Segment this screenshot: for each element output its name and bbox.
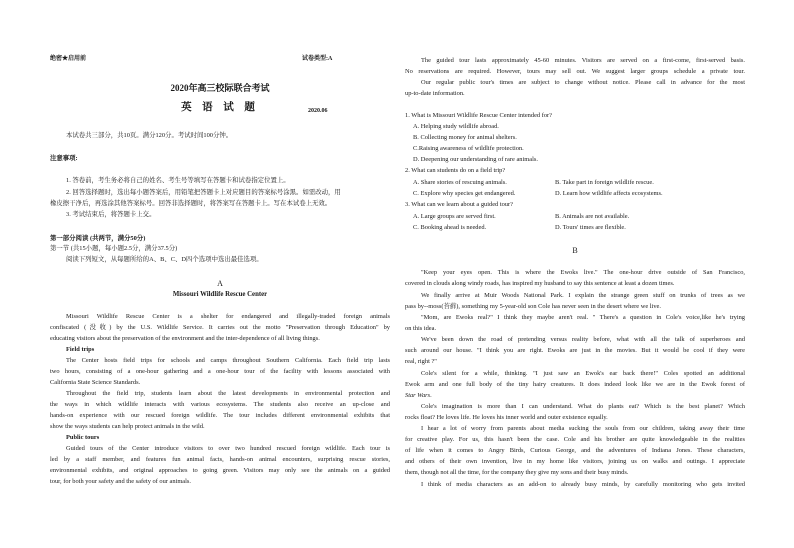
paragraph-line: such around our house. "I think you are right. Ewoks are just in the movies. But it would be cool if they were bbox=[405, 347, 745, 354]
question-2-option-d: D. Learn how wildlife affects ecosystems. bbox=[555, 190, 663, 197]
paragraph-line: up-to-date information. bbox=[405, 90, 465, 97]
field-trips-heading: Field trips bbox=[66, 346, 95, 353]
exam-title: 2020年高三校际联合考试 bbox=[170, 83, 270, 93]
passage-a-title: Missouri Wildlife Rescue Center bbox=[172, 291, 268, 298]
question-3-option-a: A. Large groups are served first. bbox=[413, 213, 496, 220]
note-item: 橡皮擦干净后，再选涂其他答案标号。回答非选择题时，将答案写在答题卡上。写在本试卷上无效。 bbox=[50, 200, 332, 207]
paragraph-line: We've been down the road of pretending versus reality before, what with all the talk of superheroes and bbox=[421, 336, 745, 343]
paragraph-line: hands-on experience with our rescued foreign wildlife. The tour includes different environmental exhibits that bbox=[50, 412, 390, 419]
question-1-option-d: D. Deepening our understanding of rare animals. bbox=[413, 156, 538, 163]
paragraph-line: covered in clouds along windy roads, has inspired my husband to say this sentence at least a dozen times. bbox=[405, 280, 675, 287]
part1-heading: 第一部分阅读 (共两节，满分50分) bbox=[50, 235, 146, 242]
paragraph-line: on this idea. bbox=[405, 325, 437, 332]
note-item: 3. 考试结束后，将答题卡上交。 bbox=[66, 211, 156, 218]
paragraph-line: educating visitors about the preservation of the environment and the inter-dependence of all living things. bbox=[50, 335, 320, 342]
paragraph-line: I think of media characters as an add-on to already busy minds, by carefully monitoring who gets invited bbox=[421, 481, 745, 488]
passage-a-letter: A bbox=[217, 279, 223, 288]
question-1-option-b: B. Collecting money for animal shelters. bbox=[413, 134, 517, 141]
question-2-option-c: C. Explore why species get endangered. bbox=[413, 190, 516, 197]
question-2-option-a: A. Share stories of rescuing animals. bbox=[413, 179, 507, 186]
paragraph-line: Cole's silent for a while, thinking. "I just saw an Ewok's ear back there!" Coles spotted an additional bbox=[421, 370, 745, 377]
question-1-stem: 1. What is Missouri Wildlife Rescue Center intended for? bbox=[405, 112, 552, 119]
paragraph-line: for creative play. For us, this hasn't been the case. Cole and his brother are quite knowledgeable in the realities bbox=[405, 436, 745, 443]
paragraph-line: The Center hosts field trips for schools and camps throughout Southern California. Each field trip lasts bbox=[66, 357, 390, 364]
paragraph-line: Guided tours of the Center introduce visitors to over two hundred rescued foreign wildlife. Each tour is bbox=[66, 445, 390, 452]
note-item: 2. 回答选择题时，选出每小题答案后，用铅笔把答题卡上对应题目的答案标号涂黑。如需改动，用 bbox=[66, 189, 341, 196]
question-1-option-a: A. Helping study wildlife abroad. bbox=[413, 123, 499, 130]
paragraph-line: Our regular public tour's times are subject to change without notice. Please call in advance for the most bbox=[421, 79, 745, 86]
paragraph-line: rocks float? He loves life. He loves his inner world and outer existence equally. bbox=[405, 414, 608, 421]
paragraph-line: Ewok arm and one full body of the tiny hairy creatures. It does indeed look like we are in the Ewok forest of bbox=[405, 381, 745, 388]
question-3-option-c: C. Booking ahead is needed. bbox=[413, 224, 487, 231]
paragraph-line: of life when it comes to Angry Birds, Curious George, and the adventures of Indiana Jones. These characters, bbox=[405, 447, 745, 454]
paragraph-line: them, though not all the time, for the company they give my sons and their busy minds. bbox=[405, 469, 629, 476]
paragraph-line: two hours, consisting of a one-hour gathering and a one-hour tour of the facility with lessons associated with bbox=[50, 368, 390, 375]
paragraph-line: The guided tour lasts approximately 45-60 minutes. Visitors are served on a first-come, first-served basis. bbox=[421, 57, 745, 64]
paragraph-line: tour, for both your safety and the safety of our animals. bbox=[50, 478, 192, 485]
sentence-end: . bbox=[430, 392, 432, 399]
paragraph-line: the ways in which wildlife interacts with various ecosystems. The students also receive an up-close and bbox=[50, 401, 390, 408]
paragraph-line: "Keep your eyes open. This is where the Ewoks live." The one-hour drive outside of San Francisco, bbox=[421, 269, 745, 276]
paragraph-line: No reservations are required. However, tours may sell out. We suggest larger groups schedule a private tour. bbox=[405, 68, 745, 75]
confidential-mark: 绝密★启用前 bbox=[50, 56, 87, 62]
paragraph-line: environmental exhibits, and original approaches to going green. Visitors may only see the animals on a guided bbox=[50, 467, 390, 474]
paragraph-line: and others of their own invention, live in my home like visitors, joining us on walks and outings. I appreciate bbox=[405, 458, 745, 465]
question-3-option-b: B. Animals are not available. bbox=[555, 213, 630, 220]
paragraph-line: Missouri Wildlife Rescue Center is a shelter for endangered and illegally-traded foreign animals bbox=[66, 313, 390, 320]
paragraph-line: Cole's imagination is more than I can understand. What do plants eat? Which is the best planet? Which bbox=[421, 403, 745, 410]
paragraph-line bbox=[405, 392, 432, 400]
exam-intro: 本试卷共三部分，共10页。满分120分。考试时间100分钟。 bbox=[66, 132, 233, 139]
question-3-stem: 3. What can we learn about a guided tour? bbox=[405, 201, 513, 208]
part1-instruction: 阅读下列短文，从每题所给的A、B、C、D四个选项中选出最佳选项。 bbox=[66, 256, 263, 263]
paragraph-line: pass by--moss(苔藓), something my 5-year-old son Cole has never seen in the desert where we live. bbox=[405, 303, 661, 310]
notes-heading: 注意事项: bbox=[50, 155, 78, 162]
paragraph-line: I hear a lot of worry from parents about media sucking the souls from our children, taking away their time bbox=[421, 425, 745, 432]
movie-title: Star Wars bbox=[405, 392, 431, 399]
paragraph-line: confiscated (没收) by the U.S. Wildlife Service. It carries out the motto "Preservation through Education" by bbox=[50, 324, 390, 331]
note-item: 1. 答卷前，考生务必将自己的姓名、考生号等填写在答题卡和试卷指定位置上。 bbox=[66, 177, 290, 184]
paragraph-line: California State Science Standards. bbox=[50, 379, 141, 386]
paragraph-line: Throughout the field trip, students learn about the latest developments in environmental protection and bbox=[66, 390, 390, 397]
paragraph-line: led by a staff member, and features fun animal facts, hands-on animal encounters, surprising rescue stories, bbox=[50, 456, 390, 463]
paragraph-line: We finally arrive at Muir Woods National Park. I explain the strange green stuff on trunks of trees as we bbox=[421, 292, 745, 299]
exam-subject: 英 语 试 题 bbox=[181, 102, 259, 113]
public-tours-heading: Public tours bbox=[66, 434, 100, 441]
passage-b-letter: B bbox=[572, 246, 578, 255]
paragraph-line: real, right ?" bbox=[405, 358, 437, 365]
question-2-stem: 2. What can students do on a field trip? bbox=[405, 167, 506, 174]
question-2-option-b: B. Take part in foreign wildlife rescue. bbox=[555, 179, 654, 186]
section1-heading: 第一节 (共15小题，每小题2.5分，满分37.5分) bbox=[50, 245, 178, 252]
question-1-option-c: C.Raising awareness of wildlife protection. bbox=[413, 145, 524, 152]
question-3-option-d: D. Tours' times are flexible. bbox=[555, 224, 626, 231]
exam-date: 2020.06 bbox=[308, 108, 328, 114]
paper-type: 试卷类型:A bbox=[302, 56, 333, 62]
paragraph-line: show the ways students can help protect animals in the wild. bbox=[50, 423, 205, 430]
paragraph-line: "Mom, are Ewoks real?" I think they maybe aren't real. " There's a question in Cole's voice,like he's trying bbox=[421, 314, 745, 321]
